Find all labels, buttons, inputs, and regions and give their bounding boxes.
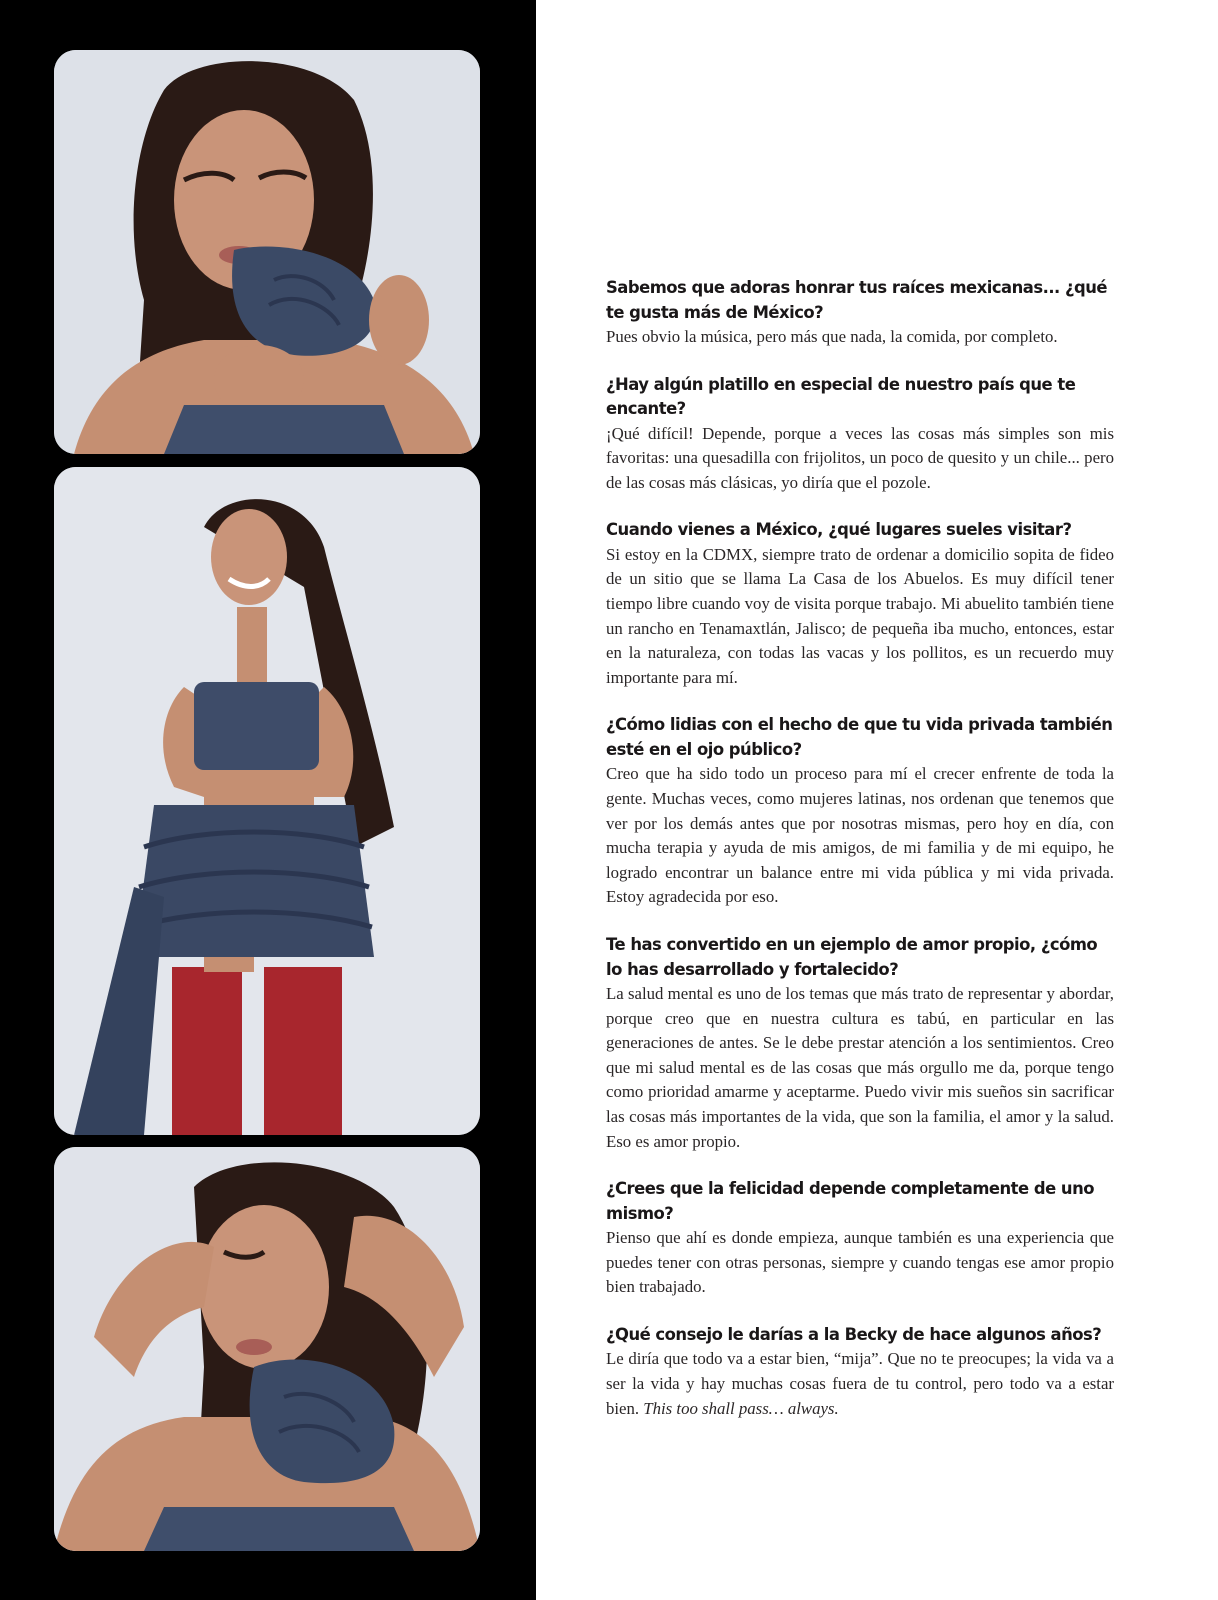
interview-article xyxy=(606,276,1114,1444)
photo-portrait-hands-in-hair-illustration xyxy=(54,1147,480,1551)
photo-strip xyxy=(0,0,536,1600)
qa-item-advice xyxy=(606,1323,1114,1421)
qa-item-private-life xyxy=(606,713,1114,910)
photo-portrait-hands-in-hair xyxy=(54,1147,480,1551)
photo-portrait-rose-choker xyxy=(54,50,480,454)
answer xyxy=(606,1347,1114,1421)
photo-full-body-denim-outfit-illustration xyxy=(54,467,480,1135)
qa-item-self-love xyxy=(606,933,1114,1154)
answer: Si estoy en la CDMX, siempre trato de ordenar a domicilio sopita de fideo de un sitio que se llama La Casa de los Abuelos. Es muy difícil tener tiempo libre cuando voy de visita porque trabajo. Mi abuelito también tiene un rancho en Tenamaxtlán, Jalisco; de pequeña iba mucho, entonces, estar en la naturaleza, con todas las vacas y los pollitos, es un recuerdo muy importante para mí. xyxy=(606,544,1114,687)
question: ¿Qué consejo le darías a la Becky de hace algunos años? xyxy=(606,1324,1102,1344)
question: ¿Hay algún platillo en especial de nuestro país que te encante? xyxy=(606,374,1076,419)
photo-portrait-rose-choker-illustration xyxy=(54,50,480,454)
answer: Pues obvio la música, pero más que nada, la comida, por completo. xyxy=(606,327,1058,346)
answer: La salud mental es uno de los temas que más trato de representar y abordar, porque creo que en nuestra cultura es tabú, en particular en las generaciones de antes. Se le debe prestar atención a los sentimientos. Creo que mi salud mental es de las cosas que más orgullo me da, porque tengo como prioridad amarme y aceptarme. Puedo vivir mis sueños sin sacrificar las cosas más importantes de la vida, que son la familia, el amor y la salud. Eso es amor propio. xyxy=(606,984,1114,1151)
qa-item-places-visited xyxy=(606,518,1114,690)
qa-item-happiness xyxy=(606,1177,1114,1300)
answer-italic: This too shall pass… always. xyxy=(643,1398,839,1418)
question: ¿Crees que la felicidad depende completamente de uno mismo? xyxy=(606,1179,1094,1223)
answer: ¡Qué difícil! Depende, porque a veces las cosas más simples son mis favoritas: una quesadilla con frijolitos, un poco de quesito y un chile... pero de las cosas más clásicas, yo diría que el pozole. xyxy=(606,423,1114,492)
question: Cuando vienes a México, ¿qué lugares sueles visitar? xyxy=(606,520,1072,540)
qa-item-mexico-likes xyxy=(606,276,1114,350)
question: ¿Cómo lidias con el hecho de que tu vida privada también esté en el ojo público? xyxy=(606,715,1113,759)
question: Te has convertido en un ejemplo de amor propio, ¿cómo lo has desarrollado y fortalecido? xyxy=(606,935,1098,979)
photo-full-body-denim-outfit xyxy=(54,467,480,1135)
answer: Pienso que ahí es donde empieza, aunque también es una experiencia que puedes tener con otras personas, siempre y cuando tengas ese amor propio bien trabajado. xyxy=(606,1228,1114,1297)
answer-text: Le diría que todo va a estar bien, “mija”. Que no te preocupes; la vida va a ser la vida y hay muchas cosas fuera de tu control, pero todo va a estar bien. xyxy=(606,1349,1114,1418)
answer: Creo que ha sido todo un proceso para mí el crecer enfrente de toda la gente. Muchas veces, como mujeres latinas, nos ordenan que tenemos que ver por los demás antes que por nosotras mismas, pero hoy en día, con mucha terapia y ayuda de mis amigos, de mi familia y de mi equipo, he logrado encontrar un balance entre mi vida pública y mi vida privada. Estoy agradecida por eso. xyxy=(606,764,1114,907)
qa-item-favorite-dish xyxy=(606,373,1114,496)
question: Sabemos que adoras honrar tus raíces mexicanas... ¿qué te gusta más de México? xyxy=(606,278,1108,322)
